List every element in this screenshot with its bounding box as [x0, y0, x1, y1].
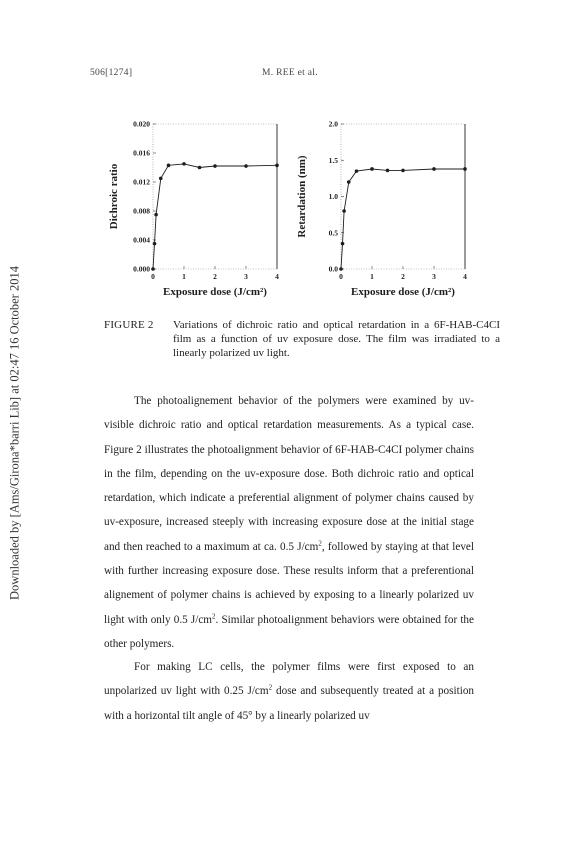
- y-tick-label: 1.0: [328, 192, 338, 201]
- x-axis-label: Exposure dose (J/cm²): [351, 286, 455, 298]
- y-tick-label: 1.5: [328, 155, 338, 165]
- y-tick-label: 0.012: [133, 177, 150, 187]
- y-tick-label: 0.000: [133, 264, 150, 274]
- x-tick-label: 2: [401, 272, 405, 281]
- x-tick-label: 0: [151, 272, 155, 281]
- y-tick-label: 0.0: [328, 264, 338, 274]
- superscript: 2: [212, 611, 216, 620]
- body-paragraph: [104, 389, 474, 656]
- paragraph-text: . Similar photoalignment behaviors were obtained for the other polymers.: [104, 613, 474, 650]
- y-tick-label: 0.008: [133, 206, 150, 216]
- series-line: [341, 169, 465, 269]
- data-point: [386, 169, 390, 173]
- data-point: [432, 167, 436, 171]
- body-paragraph: [104, 655, 474, 728]
- x-tick-label: 1: [182, 272, 186, 281]
- data-point: [213, 164, 217, 168]
- x-tick-label: 3: [432, 272, 436, 281]
- x-tick-label: 4: [275, 272, 279, 281]
- x-tick-label: 4: [463, 272, 467, 281]
- data-point: [153, 242, 157, 246]
- x-tick-label: 1: [370, 272, 374, 281]
- figure-caption-text: Variations of dichroic ratio and optical retardation in a 6F-HAB-C4CI film as a function of uv exposure dose. The film was irradiated to a linearly polarized uv light.: [173, 319, 500, 359]
- superscript: 2: [268, 683, 273, 692]
- data-point: [347, 180, 351, 184]
- dichroic-ratio-chart: [100, 112, 290, 312]
- y-tick-label: 2.0: [328, 119, 338, 129]
- data-point: [151, 267, 155, 271]
- figure-caption: [104, 318, 500, 360]
- data-point: [159, 177, 163, 181]
- y-tick-label: 0.004: [133, 235, 150, 245]
- x-tick-label: 0: [339, 272, 343, 281]
- y-tick-label: 0.016: [133, 148, 150, 158]
- data-point: [198, 166, 202, 170]
- x-axis-label: Exposure dose (J/cm²): [163, 286, 267, 298]
- retardation-chart: [288, 112, 478, 312]
- running-head-authors: M. REE et al.: [262, 68, 318, 78]
- download-watermark: [8, 258, 22, 608]
- data-point: [182, 162, 186, 166]
- data-point: [355, 169, 359, 173]
- data-point: [275, 164, 279, 168]
- data-point: [463, 167, 467, 171]
- data-point: [154, 213, 158, 217]
- data-point: [370, 167, 374, 171]
- y-tick-label: 0.5: [328, 228, 338, 238]
- download-watermark-text: Downloaded by [Ams/Girona*barri Lib] at 02:47 16 October 2014: [7, 266, 22, 600]
- figure-label: FIGURE 2: [104, 319, 154, 331]
- data-point: [342, 209, 346, 213]
- data-point: [341, 242, 345, 246]
- paragraph-text: dose and subsequently treated at a position with a horizontal tilt angle of 45° by a linearly polarized uv: [104, 685, 475, 722]
- data-point: [401, 169, 405, 173]
- paragraph-text: The photoalignement behavior of the polymers were examined by uv-visible dichroic ratio and optical retardation measurements. As a typical case. Figure 2 illustrates the photoalignment behavior of 6F-HAB-C4CI polymer chains in the film, depending on the uv-exposure dose. Both dichroic ratio and optical retardation, which indicate a preferential alignment of polymer chains caused by uv-exposure, increased steeply with increasing exposure dose at the initial stage and then reached to a maximum at ca. 0.5 J/cm: [104, 395, 474, 553]
- data-point: [244, 164, 248, 168]
- data-point: [339, 267, 343, 271]
- page-number: 506[1274]: [90, 68, 133, 78]
- paragraph-text: For making LC cells, the polymer films were first exposed to an unpolarized uv light with 0.25 J/cm: [104, 661, 474, 698]
- y-axis-label: Dichroic ratio: [108, 163, 120, 230]
- y-tick-label: 0.020: [133, 119, 150, 129]
- x-tick-label: 2: [213, 272, 217, 281]
- superscript: 2: [318, 539, 322, 548]
- paragraph-text: , followed by staying at that level with further increasing exposure dose. These results inform that a preferentional alignement of polymer chains is achieved by exposing to a linearly polarized uv light with only 0.5 J/cm: [104, 540, 474, 626]
- x-tick-label: 3: [244, 272, 248, 281]
- y-axis-label: Retardation (nm): [296, 155, 308, 238]
- data-point: [167, 164, 171, 168]
- series-line: [153, 164, 277, 269]
